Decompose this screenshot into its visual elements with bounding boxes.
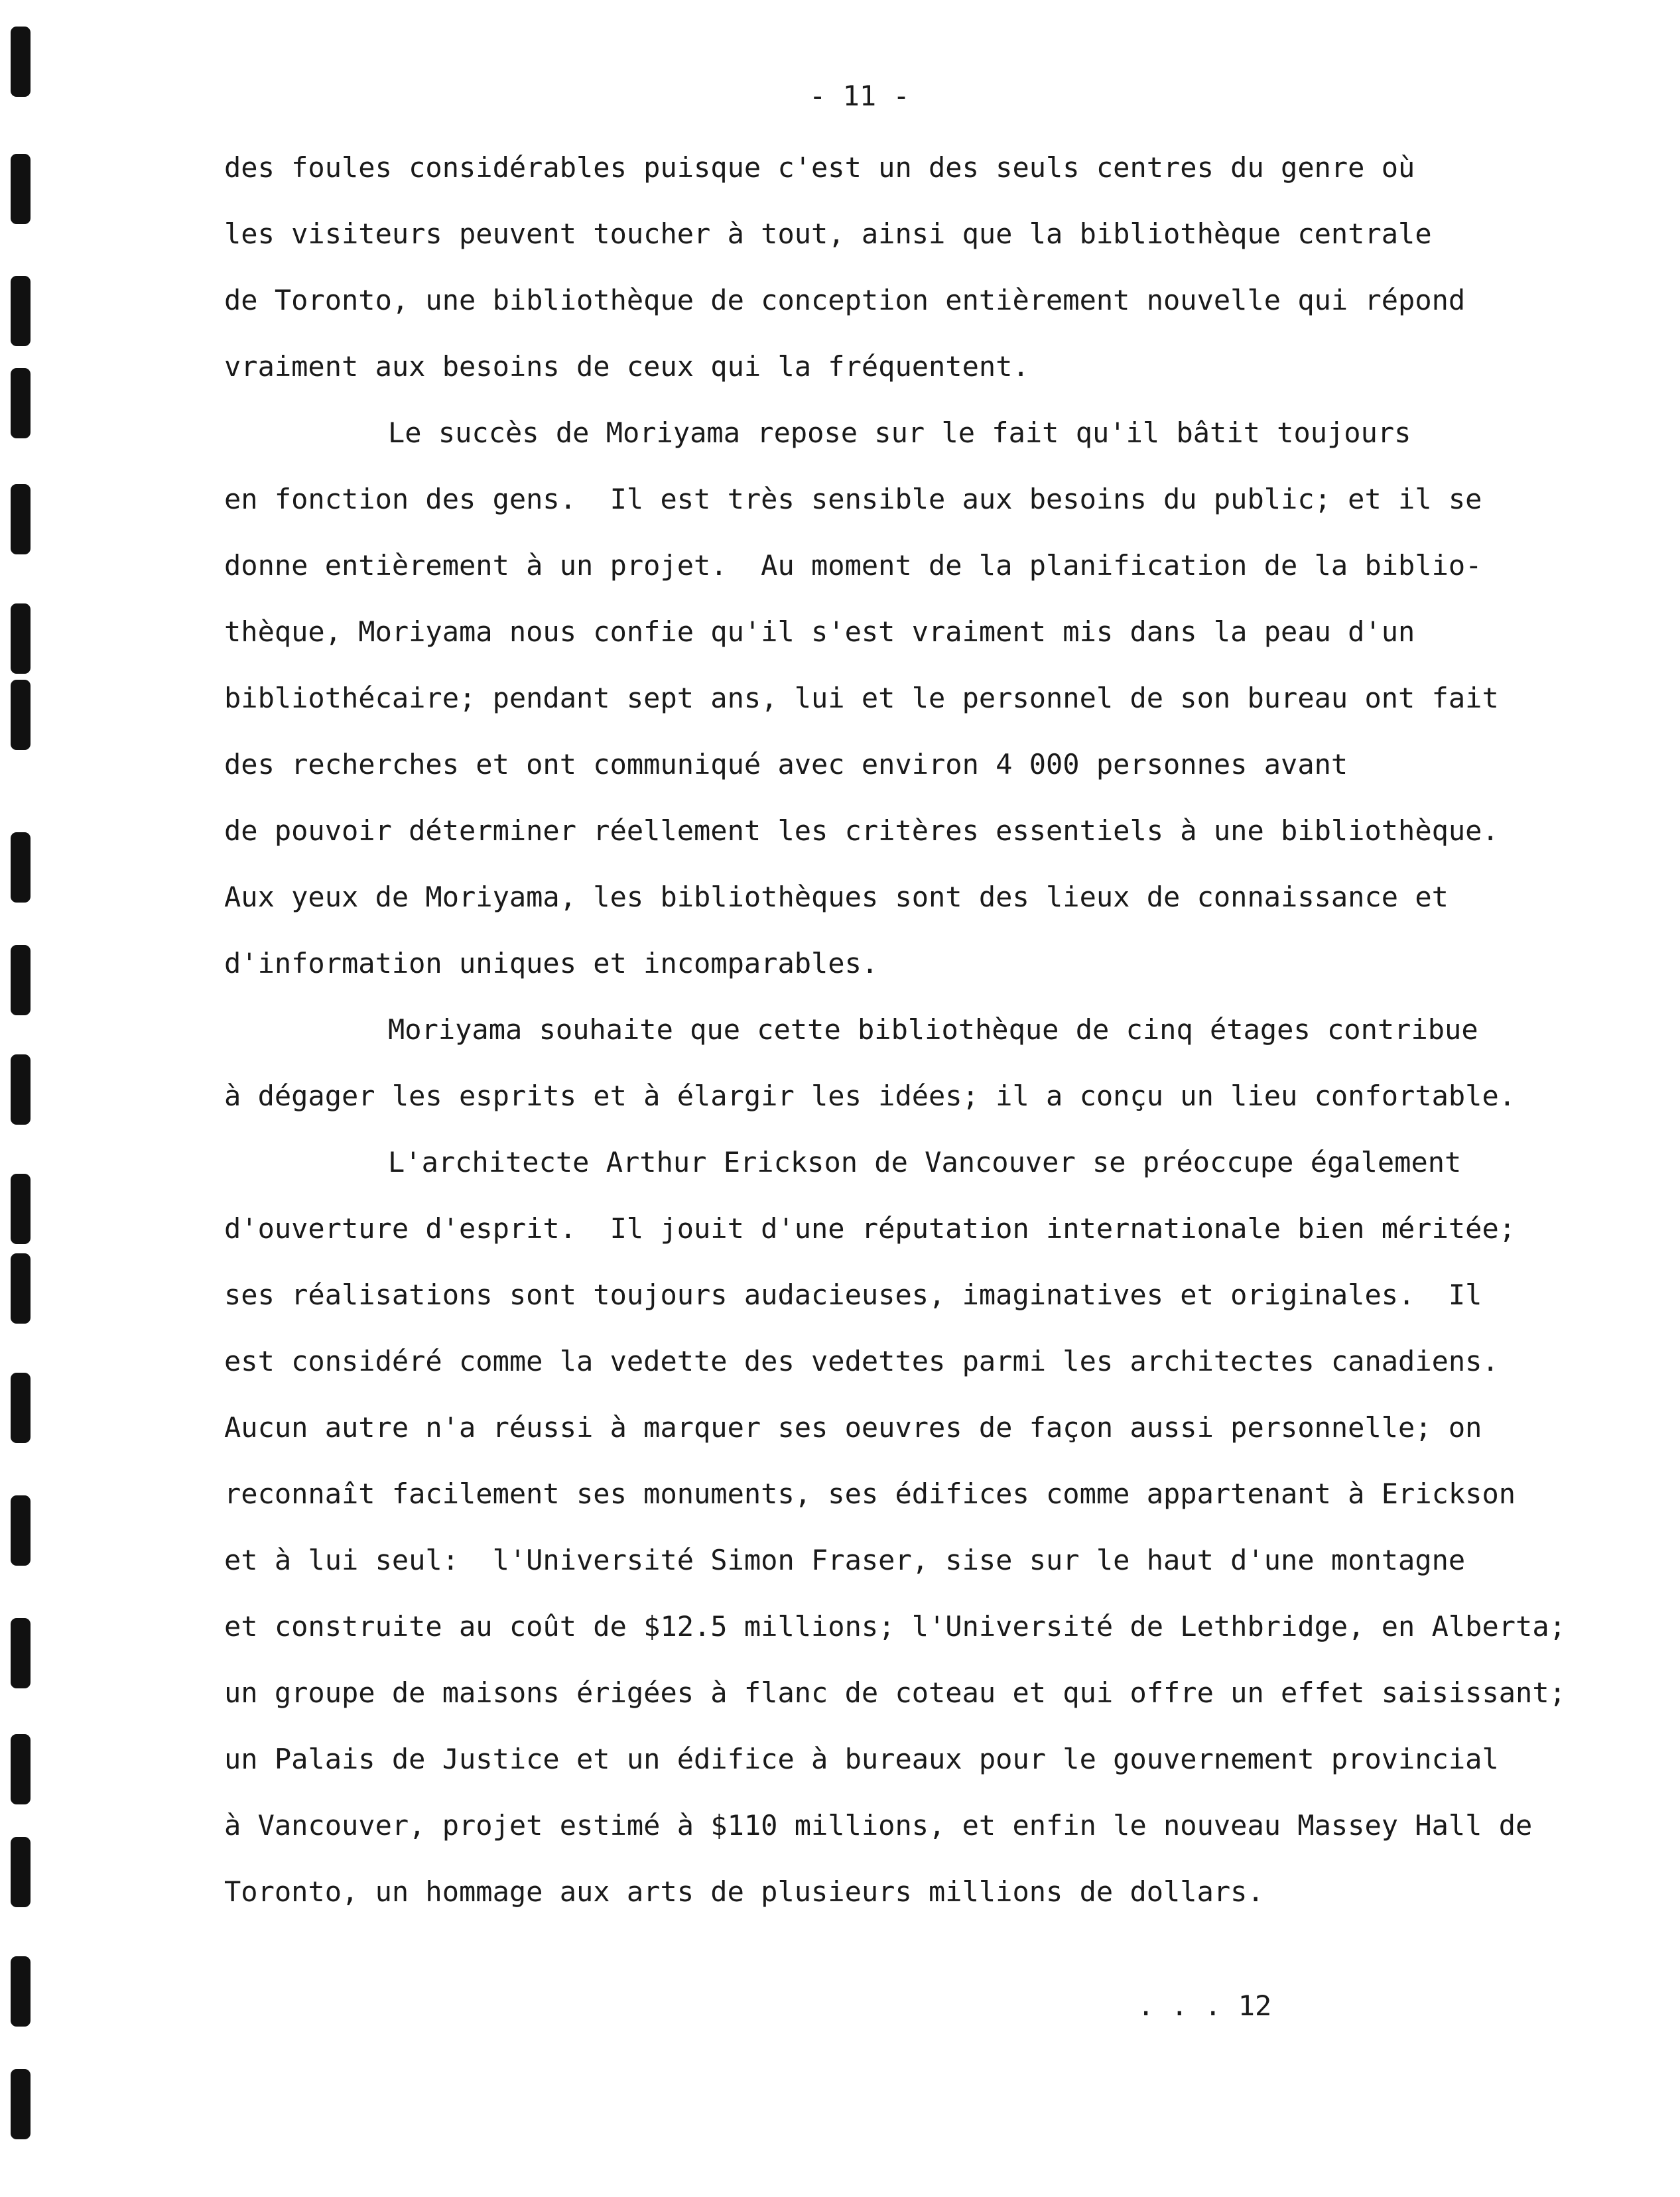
paragraph-start-line: L'architecte Arthur Erickson de Vancouver se préoccupe également xyxy=(388,1146,1462,1178)
binding-mark xyxy=(11,1174,31,1244)
binding-mark xyxy=(11,1054,31,1125)
text-line: bibliothécaire; pendant sept ans, lui et le personnel de son bureau ont fait xyxy=(224,682,1499,714)
binding-mark xyxy=(11,154,31,224)
text-line: Toronto, un hommage aux arts de plusieurs millions de dollars. xyxy=(224,1875,1264,1908)
text-line: et construite au coût de $12.5 millions; l'Université de Lethbridge, en Alberta; xyxy=(224,1610,1566,1643)
text-line: ses réalisations sont toujours audacieuses, imaginatives et originales. Il xyxy=(224,1279,1482,1311)
text-line: en fonction des gens. Il est très sensible aux besoins du public; et il se xyxy=(224,483,1482,515)
text-line: les visiteurs peuvent toucher à tout, ainsi que la bibliothèque centrale xyxy=(224,218,1432,250)
text-line: des recherches et ont communiqué avec environ 4 000 personnes avant xyxy=(224,748,1348,781)
binding-mark xyxy=(11,603,31,674)
binding-mark xyxy=(11,1495,31,1566)
text-line: donne entièrement à un projet. Au moment de la planification de la biblio- xyxy=(224,549,1482,582)
binding-mark xyxy=(11,368,31,438)
text-line: d'ouverture d'esprit. Il jouit d'une réputation internationale bien méritée; xyxy=(224,1212,1516,1245)
text-line: et à lui seul: l'Université Simon Fraser, sise sur le haut d'une montagne xyxy=(224,1544,1466,1576)
text-line: est considéré comme la vedette des vedettes parmi les architectes canadiens. xyxy=(224,1345,1499,1377)
text-line: des foules considérables puisque c'est un des seuls centres du genre où xyxy=(224,151,1415,184)
text-line: d'information uniques et incomparables. xyxy=(224,947,879,979)
text-line: de pouvoir déterminer réellement les critères essentiels à une bibliothèque. xyxy=(224,814,1499,847)
binding-mark xyxy=(11,27,31,97)
text-line: reconnaît facilement ses monuments, ses édifices comme appartenant à Erickson xyxy=(224,1477,1516,1510)
text-line: un Palais de Justice et un édifice à bureaux pour le gouvernement provincial xyxy=(224,1743,1499,1775)
paragraph-start-line: Le succès de Moriyama repose sur le fait qu'il bâtit toujours xyxy=(388,416,1411,449)
binding-mark xyxy=(11,1956,31,2027)
text-line: Aux yeux de Moriyama, les bibliothèques sont des lieux de connaissance et xyxy=(224,881,1449,913)
text-line: thèque, Moriyama nous confie qu'il s'est vraiment mis dans la peau d'un xyxy=(224,615,1415,648)
paragraph-start-line: Moriyama souhaite que cette bibliothèque de cinq étages contribue xyxy=(388,1013,1478,1046)
binding-mark xyxy=(11,1734,31,1804)
text-line: Aucun autre n'a réussi à marquer ses oeuvres de façon aussi personnelle; on xyxy=(224,1411,1482,1444)
binding-mark xyxy=(11,680,31,750)
binding-mark xyxy=(11,2069,31,2139)
binding-mark xyxy=(11,1618,31,1688)
text-line: de Toronto, une bibliothèque de conception entièrement nouvelle qui répond xyxy=(224,284,1466,316)
binding-mark xyxy=(11,945,31,1015)
binding-mark xyxy=(11,1837,31,1907)
binding-mark xyxy=(11,1253,31,1324)
page-number: - 11 - xyxy=(809,80,910,112)
text-line: un groupe de maisons érigées à flanc de coteau et qui offre un effet saisissant; xyxy=(224,1676,1566,1709)
binding-mark xyxy=(11,484,31,554)
binding-mark xyxy=(11,1373,31,1443)
text-line: à Vancouver, projet estimé à $110 millions, et enfin le nouveau Massey Hall de xyxy=(224,1809,1533,1842)
text-line: à dégager les esprits et à élargir les idées; il a conçu un lieu confortable. xyxy=(224,1080,1516,1112)
text-line: vraiment aux besoins de ceux qui la fréquentent. xyxy=(224,350,1029,383)
binding-mark xyxy=(11,276,31,346)
binding-mark xyxy=(11,832,31,903)
continuation-marker: . . . 12 xyxy=(1137,1989,1272,2022)
